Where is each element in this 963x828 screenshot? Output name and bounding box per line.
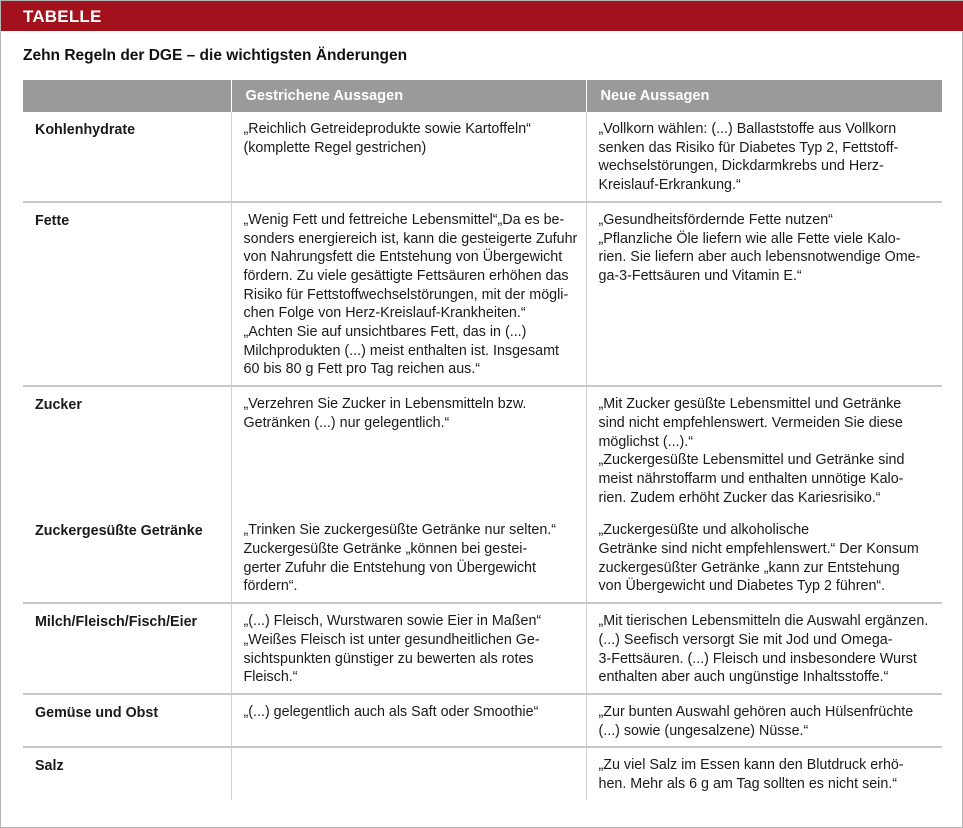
- text-line: Milchprodukten (...) meist enthalten ist. Insgesamt: [243, 342, 559, 359]
- header-new-statements: Neue Aussagen: [586, 80, 942, 112]
- text-line: „(...) Fleisch, Wurstwaren sowie Eier in Maßen“: [243, 613, 542, 630]
- removed-statement-cell: [231, 603, 586, 694]
- text-line: rien. Sie liefern aber auch lebensnotwendige Ome-: [598, 249, 921, 266]
- table-row: [23, 112, 942, 202]
- removed-statement-cell: [231, 694, 586, 747]
- new-statement-cell: [586, 694, 942, 747]
- text-line: sichtspunkten günstiger zu bewerten als rotes: [243, 650, 534, 667]
- comparison-table: [23, 80, 942, 800]
- text-line: „Trinken Sie zuckergesüßte Getränke nur selten.“: [243, 522, 557, 539]
- text-line: (...) sowie (ungesalzene) Nüsse.“: [598, 722, 809, 739]
- text-line: gerter Zufuhr die Entstehung von Übergewicht: [243, 559, 536, 576]
- text-line: Risiko für Fettstoffwechselstörungen, mit der mögli-: [243, 286, 569, 303]
- new-statement-cell: [586, 747, 942, 799]
- text-line: Getränke sind nicht empfehlenswert.“ Der Konsum: [598, 541, 919, 558]
- text-line: sind nicht empfehlenswert. Vermeiden Sie diese: [598, 414, 903, 431]
- row-category: Zuckergesüßte Getränke: [23, 513, 231, 603]
- new-statement-cell: [586, 603, 942, 694]
- table-header-row: [23, 80, 942, 112]
- removed-statement-cell: [231, 202, 586, 386]
- table-body: [23, 112, 942, 800]
- text-line: sonders energiereich ist, kann die gesteigerte Zufuhr: [243, 230, 578, 247]
- text-line: chen Folge von Herz-Kreislauf-Krankheiten.“: [243, 305, 526, 322]
- table-row: [23, 513, 942, 603]
- text-line: „Achten Sie auf unsichtbares Fett, das in (...): [243, 324, 527, 341]
- text-line: „Vollkorn wählen: (...) Ballaststoffe aus Vollkorn: [598, 121, 897, 137]
- text-line: fördern“.: [243, 578, 298, 595]
- text-line: ga-3-Fettsäuren und Vitamin E.“: [598, 267, 802, 284]
- text-line: 3-Fettsäuren. (...) Fleisch und insbesondere Wurst: [598, 650, 917, 667]
- table-row: [23, 747, 942, 799]
- text-line: „Zur bunten Auswahl gehören auch Hülsenfrüchte: [598, 703, 914, 720]
- text-line: (komplette Regel gestrichen): [243, 139, 427, 156]
- row-category: Salz: [23, 747, 231, 799]
- text-line: „Zuckergesüßte Lebensmittel und Getränke sind: [598, 452, 905, 469]
- row-category: Fette: [23, 202, 231, 386]
- text-line: zuckergesüßter Getränke „kann zur Entstehung: [598, 559, 900, 576]
- text-line: „Zuckergesüßte und alkoholische: [598, 522, 810, 539]
- new-statement-cell: [586, 513, 942, 603]
- table-title: Zehn Regeln der DGE – die wichtigsten Änderungen: [23, 47, 408, 64]
- text-line: „(...) gelegentlich auch als Saft oder Smoothie“: [243, 703, 539, 720]
- text-line: meist nährstoffarm und enthalten unnötige Kalo-: [598, 470, 904, 487]
- new-statement-cell: [586, 202, 942, 386]
- text-line: hen. Mehr als 6 g am Tag sollten es nicht sein.“: [598, 776, 898, 793]
- text-line: (...) Seefisch versorgt Sie mit Jod und Omega-: [598, 631, 893, 648]
- text-line: „Mit Zucker gesüßte Lebensmittel und Getränke: [598, 396, 902, 413]
- text-line: „Mit tierischen Lebensmitteln die Auswahl ergänzen.: [598, 613, 929, 630]
- text-line: „Pflanzliche Öle liefern wie alle Fette viele Kalo-: [598, 230, 901, 247]
- new-statement-cell: [586, 386, 942, 513]
- text-line: „Weißes Fleisch ist unter gesundheitlichen Ge-: [243, 631, 540, 648]
- text-line: möglichst (...).“: [598, 433, 694, 450]
- text-line: senken das Risiko für Diabetes Typ 2, Fettstoff-: [598, 139, 899, 156]
- row-category: Milch/Fleisch/Fisch/Eier: [23, 603, 231, 694]
- text-line: von Übergewicht und Diabetes Typ 2 führen“.: [598, 578, 886, 595]
- text-line: wechselstörungen, Dickdarmkrebs und Herz-: [598, 158, 884, 175]
- table-row: [23, 386, 942, 513]
- text-line: rien. Zudem erhöht Zucker das Kariesrisiko.“: [598, 489, 881, 506]
- table-row: [23, 202, 942, 386]
- text-line: „Wenig Fett und fettreiche Lebensmittel“„Da es be-: [243, 211, 565, 228]
- text-line: enthalten aber auch ungünstige Inhaltsstoffe.“: [598, 669, 889, 686]
- removed-statement-cell: [231, 112, 586, 202]
- removed-statement-cell: [231, 747, 586, 799]
- row-category: Kohlenhydrate: [23, 112, 231, 202]
- header-category: [23, 80, 231, 112]
- text-line: von Nahrungsfett die Entstehung von Übergewicht: [243, 249, 563, 266]
- row-category: Gemüse und Obst: [23, 694, 231, 747]
- new-statement-cell: [586, 112, 942, 202]
- table-banner: TABELLE: [1, 1, 963, 31]
- text-line: „Gesundheitsfördernde Fette nutzen“: [598, 211, 833, 228]
- removed-statement-cell: [231, 513, 586, 603]
- text-line: Zuckergesüßte Getränke „können bei gestei-: [243, 541, 528, 558]
- text-line: „Zu viel Salz im Essen kann den Blutdruck erhö-: [598, 757, 904, 774]
- row-category: Zucker: [23, 386, 231, 513]
- header-removed-statements: Gestrichene Aussagen: [231, 80, 586, 112]
- text-line: fördern. Zu viele gesättigte Fettsäuren erhöhen das: [243, 267, 569, 284]
- table-row: [23, 694, 942, 747]
- text-line: Fleisch.“: [243, 669, 298, 686]
- table-row: [23, 603, 942, 694]
- text-line: „Verzehren Sie Zucker in Lebensmitteln bzw.: [243, 396, 527, 413]
- text-line: Kreislauf-Erkrankung.“: [598, 177, 741, 194]
- text-line: 60 bis 80 g Fett pro Tag reichen aus.“: [243, 361, 481, 378]
- text-line: Getränken (...) nur gelegentlich.“: [243, 414, 450, 431]
- text-line: „Reichlich Getreideprodukte sowie Kartoffeln“: [243, 121, 531, 137]
- removed-statement-cell: [231, 386, 586, 513]
